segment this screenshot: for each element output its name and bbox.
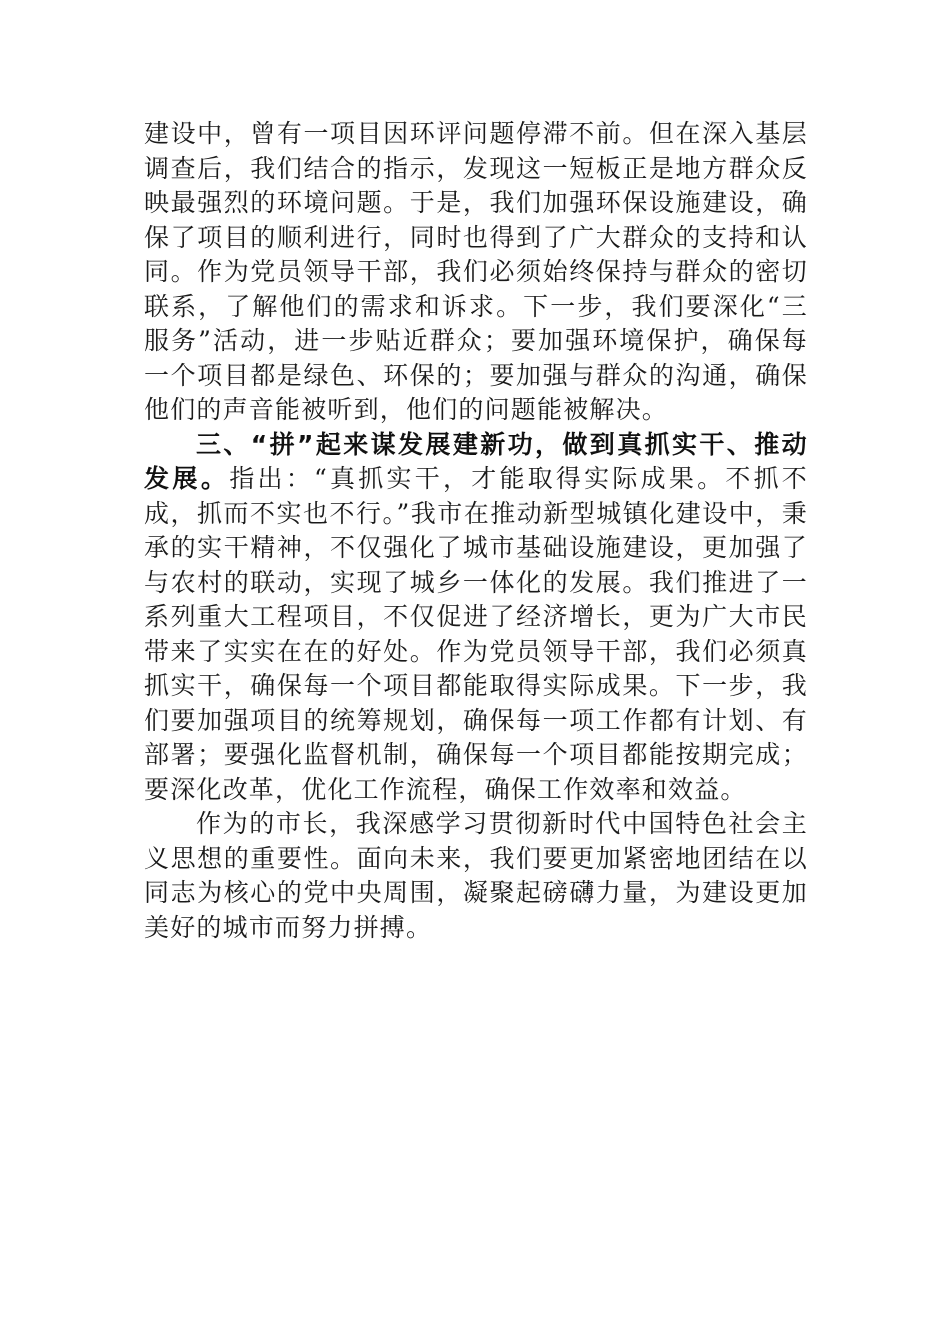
paragraph-closing bbox=[144, 807, 808, 945]
paragraph-section-three bbox=[144, 428, 808, 808]
paragraph-continuation bbox=[144, 117, 808, 428]
section-heading: 三、“拼”起来谋发展建新功，做到真抓实干、推动发展。 bbox=[144, 429, 808, 493]
paragraph-text: 建设中，曾有一项目因环评问题停滞不前。但在深入基层调查后，我们结合的指示，发现这一短板正是地方群众反映最强烈的环境问题。于是，我们加强环保设施建设，确保了项目的顺利进行，同时也得到了广大群众的支持和认同。作为党员领导干部，我们必须始终保持与群众的密切联系，了解他们的需求和诉求。下一步，我们要深化“三服务”活动，进一步贴近群众；要加强环境保护，确保每一个项目都是绿色、环保的；要加强与群众的沟通，确保他们的声音能被听到，他们的问题能被解决。 bbox=[144, 119, 808, 424]
document-body bbox=[144, 117, 808, 945]
paragraph-text: 指出：“真抓实干，才能取得实际成果。不抓不成，抓而不实也不行。”我市在推动新型城镇化建设中，秉承的实干精神，不仅强化了城市基础设施建设，更加强了与农村的联动，实现了城乡一体化的发展。我们推进了一系列重大工程项目，不仅促进了经济增长，更为广大市民带来了实实在在的好处。作为党员领导干部，我们必须真抓实干，确保每一个项目都能取得实际成果。下一步，我们要加强项目的统筹规划，确保每一项工作都有计划、有部署；要强化监督机制，确保每一个项目都能按期完成；要深化改革，优化工作流程，确保工作效率和效益。 bbox=[144, 464, 809, 804]
paragraph-text: 作为的市长，我深感学习贯彻新时代中国特色社会主义思想的重要性。面向未来，我们要更加紧密地团结在以同志为核心的党中央周围，凝聚起磅礴力量，为建设更加美好的城市而努力拼搏。 bbox=[144, 809, 808, 942]
